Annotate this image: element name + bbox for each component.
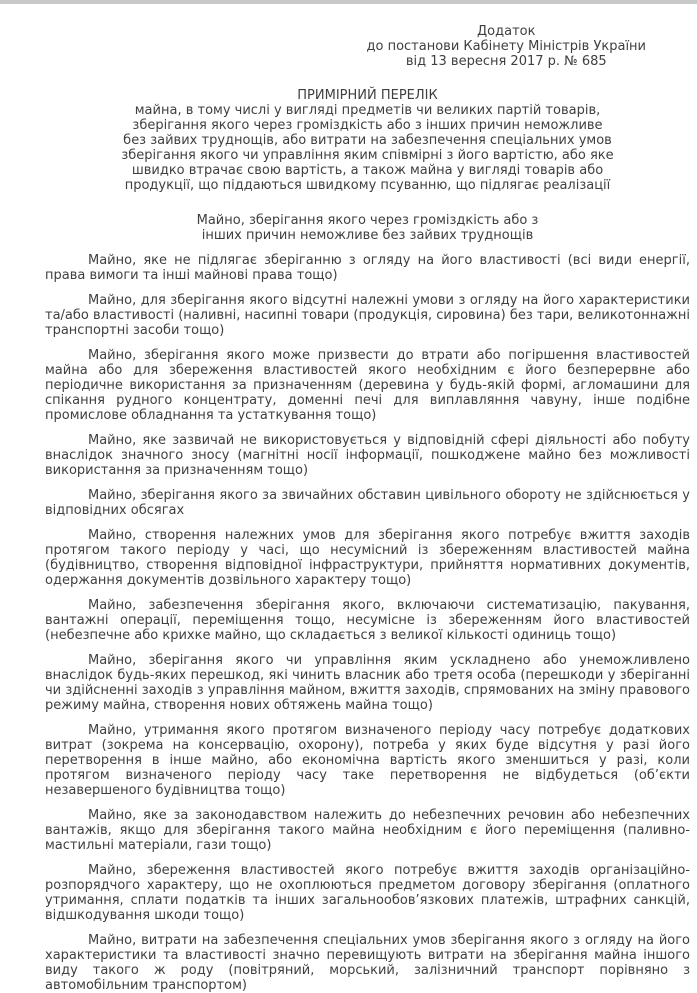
title-line: зберігання якого через громіздкість або з інших причин неможливе	[132, 118, 603, 133]
paragraph: Майно, зберігання якого за звичайних обставин цивільного обороту не здійснюється у відповідних обсягах	[45, 488, 690, 518]
title-line: без зайвих труднощів, або витрати на забезпечення спеціальних умов	[123, 133, 612, 148]
document-title	[45, 88, 690, 193]
paragraph: Майно, витрати на забезпечення спеціальних умов зберігання якого з огляду на його характеристики та властивості значно перевищують витрати на зберігання майна іншого виду такого ж роду (повітряний, морський, залізничний транспорт порівняно з автомобільним транспортом)	[45, 933, 690, 993]
paragraph: Майно, зберігання якого може призвести до втрати або погіршення властивостей майна або для збереження властивостей якого необхідним є його безперервне або періодичне використання за призначенням (деревина у будь-якій формі, агломашини для спікання рудного концентрату, доменні печі для виплавляння чавуну, інше подібне промислове обладнання та устаткування тощо)	[45, 348, 690, 423]
window-top-border	[0, 0, 697, 4]
paragraph: Майно, утримання якого протягом визначеного періоду часу потребує додаткових витрат (зокрема на консервацію, охорону), потреба у яких буде відсутня у разі його перетворення в інше майно, або економічна вартість якого зменшиться у разі, коли протягом визначеного періоду часу таке перетворення не відбудеться (об’єкти незавершеного будівництва тощо)	[45, 723, 690, 798]
paragraph: Майно, збереження властивостей якого потребує вжиття заходів організаційно-розпорядчого характеру, що не охоплюються предметом договору зберігання (оплатного утримання, сплати податків та інших загальнообов’язкових платежів, штрафних санкцій, відшкодування шкоди тощо)	[45, 863, 690, 923]
paragraph: Майно, яке за законодавством належить до небезпечних речовин або небезпечних вантажів, якщо для зберігання такого майна необхідним є його переміщення (паливно-мастильні матеріали, гази тощо)	[45, 808, 690, 853]
paragraph: Майно, яке не підлягає зберіганню з огляду на його властивості (всі види енергії, права вимоги та інші майнові права тощо)	[45, 253, 690, 283]
title-line: продукції, що піддаються швидкому псуванню, що підлягає реалізації	[124, 178, 611, 193]
title-line: зберігання якого чи управління яким співмірні з його вартістю, або яке	[121, 148, 614, 163]
title-line: майна, в тому числі у вигляді предметів чи великих партій товарів,	[134, 103, 601, 118]
annex-reference-block	[45, 24, 690, 69]
title-line: швидко втрачає свою вартість, а також майна у вигляді товарів або	[131, 163, 604, 178]
section-heading-line: Майно, зберігання якого через громіздкість або з	[196, 213, 539, 228]
section-heading	[45, 213, 690, 243]
annex-line: до постанови Кабінету Міністрів України	[366, 39, 646, 54]
section-heading-line: інших причин неможливе без зайвих труднощів	[201, 228, 534, 243]
paragraph: Майно, створення належних умов для зберігання якого потребує вжиття заходів протягом такого періоду у часі, що несумісний із збереженням властивостей майна (будівництво, створення відповідної інфраструктури, прийняття нормативних документів, одержання документів дозвільного характеру тощо)	[45, 528, 690, 588]
annex-line: Додаток	[477, 24, 536, 39]
paragraph: Майно, яке зазвичай не використовується у відповідній сфері діяльності або побуту внаслідок значного зносу (магнітні носії інформації, пошкоджене майно без можливості використання за призначенням тощо)	[45, 433, 690, 478]
document-page	[0, 24, 697, 993]
paragraph: Майно, забезпечення зберігання якого, включаючи систематизацію, пакування, вантажні операції, переміщення тощо, несумісне із збереженням його властивостей (небезпечне або крихке майно, що складається з великої кількості одиниць тощо)	[45, 598, 690, 643]
title-heading: ПРИМІРНИЙ ПЕРЕЛІК	[297, 88, 438, 103]
paragraph: Майно, для зберігання якого відсутні належні умови з огляду на його характеристики та/або властивості (наливні, насипні товари (продукція, сировина) без тари, великотоннажні транспортні засоби тощо)	[45, 293, 690, 338]
paragraph: Майно, зберігання якого чи управління яким ускладнено або унеможливлено внаслідок будь-яких перешкод, які чинить власник або третя особа (перешкоди у зберіганні чи здійсненні заходів з управління майном, вжиття заходів, спрямованих на зміну правового режиму майна, створення нових обтяжень майна тощо)	[45, 653, 690, 713]
annex-line: від 13 вересня 2017 р. № 685	[405, 54, 607, 69]
